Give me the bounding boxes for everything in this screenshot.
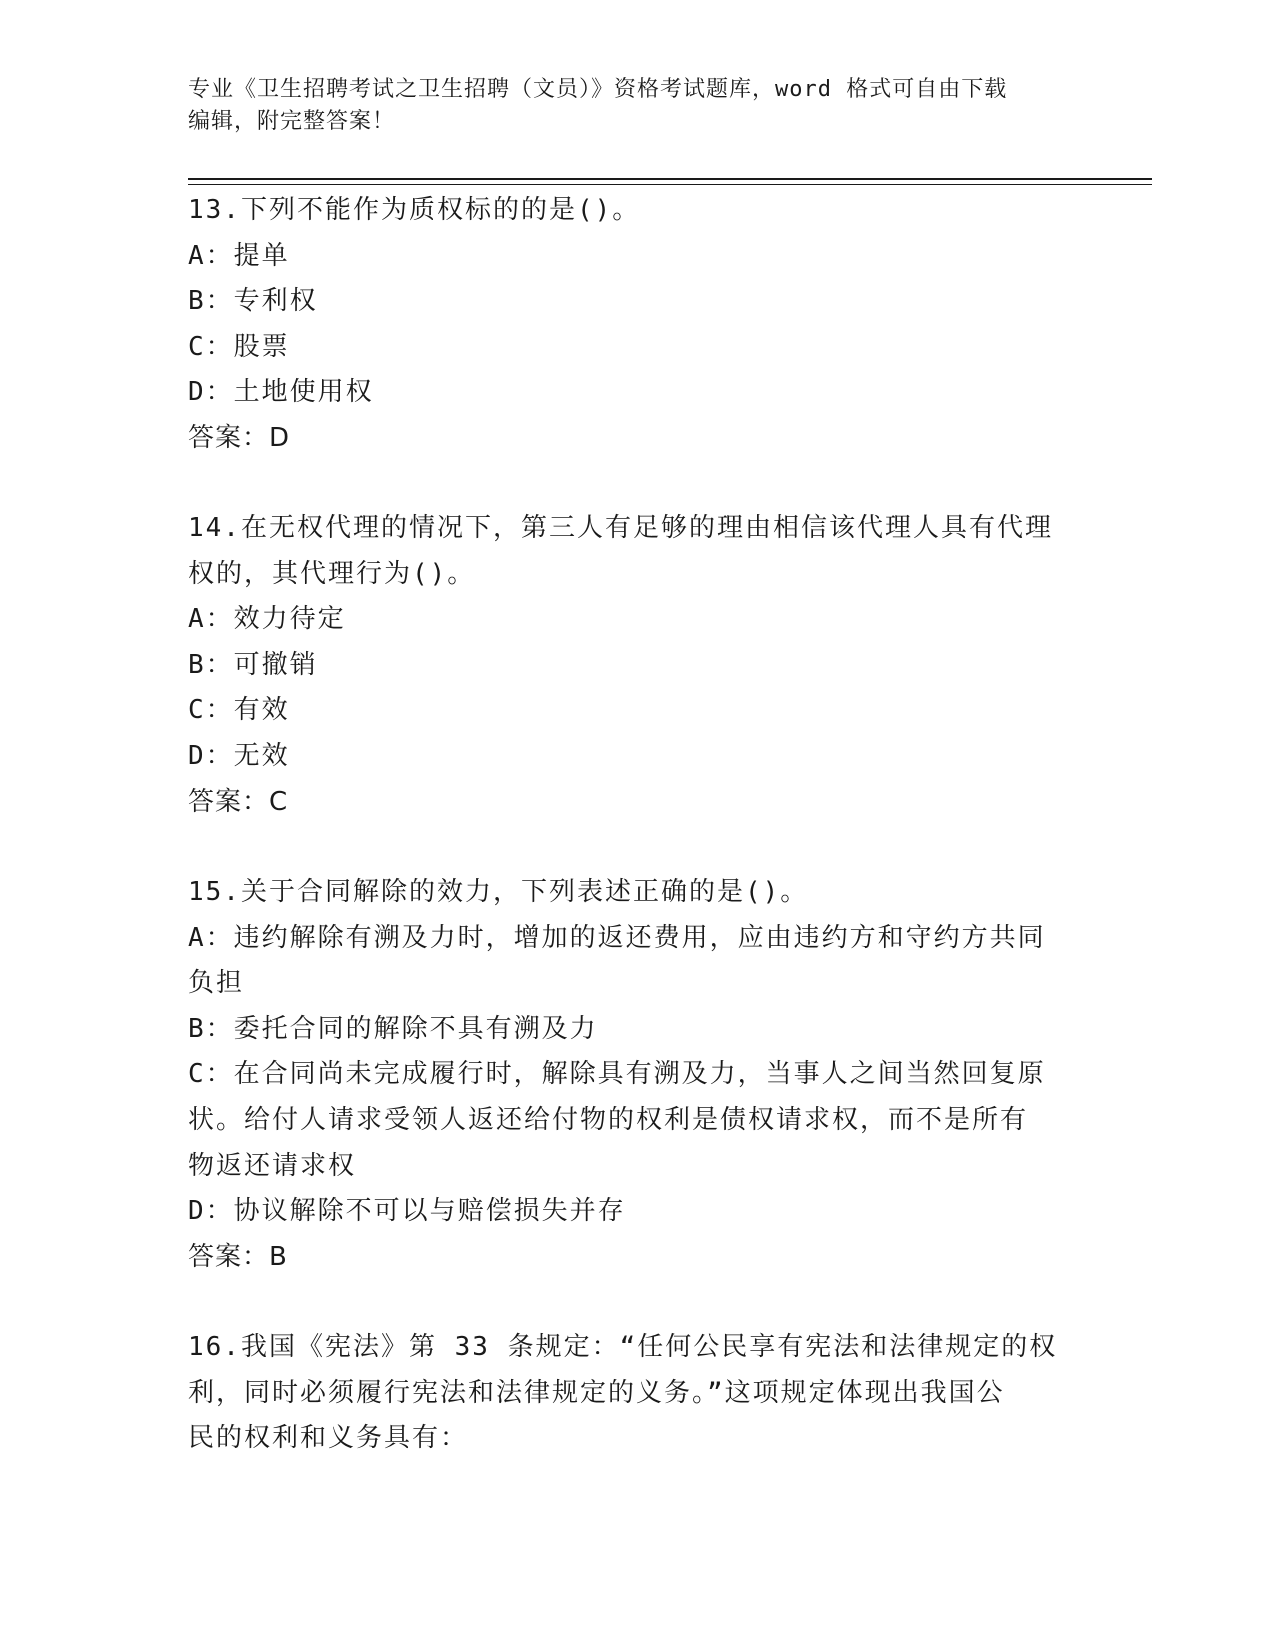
question-stem-continued: 民的权利和义务具有： — [188, 1423, 469, 1454]
option-a: A：提单 — [188, 240, 290, 271]
option-c-continued: 状。给付人请求受领人返还给付物的权利是债权请求权，而不是所有 — [188, 1104, 1029, 1135]
answer: 答案：C — [188, 786, 289, 817]
option-a-continued: 负担 — [188, 968, 245, 999]
question-stem-continued: 利，同时必须履行宪法和法律规定的义务。”这项规定体现出我国公 — [188, 1377, 1005, 1408]
option-d: D：土地使用权 — [188, 377, 374, 408]
option-b: B：专利权 — [188, 286, 318, 317]
option-d: D：协议解除不可以与赔偿损失并存 — [188, 1196, 626, 1227]
header-line-1: 专业《卫生招聘考试之卫生招聘（文员）》资格考试题库，word 格式可自由下载 — [188, 77, 1008, 102]
option-a: A：违约解除有溯及力时，增加的返还费用，应由违约方和守约方共同 — [188, 922, 1046, 953]
question-stem: 14.在无权代理的情况下，第三人有足够的理由相信该代理人具有代理 — [188, 513, 1053, 543]
option-c-continued: 物返还请求权 — [188, 1150, 357, 1181]
question-14 — [188, 506, 1088, 825]
option-a: A：效力待定 — [188, 604, 346, 635]
option-b: B：可撤销 — [188, 649, 318, 680]
question-stem: 16.我国《宪法》第 33 条规定：“任何公民享有宪法和法律规定的权 — [188, 1332, 1058, 1362]
answer: 答案：B — [188, 1241, 288, 1272]
option-c: C：有效 — [188, 695, 290, 726]
document-header — [188, 74, 1068, 138]
option-d: D：无效 — [188, 740, 290, 771]
question-13 — [188, 188, 1088, 462]
header-rule-thick — [188, 178, 1152, 180]
option-c: C：股票 — [188, 331, 290, 362]
answer: 答案：D — [188, 422, 291, 453]
question-15 — [188, 870, 1088, 1280]
option-b: B：委托合同的解除不具有溯及力 — [188, 1013, 598, 1044]
question-stem: 13.下列不能作为质权标的的是()。 — [188, 195, 641, 225]
question-stem: 15.关于合同解除的效力，下列表述正确的是()。 — [188, 877, 809, 907]
option-c: C：在合同尚未完成履行时，解除具有溯及力，当事人之间当然回复原 — [188, 1059, 1046, 1090]
question-stem-continued: 权的，其代理行为()。 — [188, 558, 476, 589]
header-line-2: 编辑，附完整答案！ — [188, 109, 396, 134]
header-rule-thin — [188, 184, 1152, 185]
question-16 — [188, 1325, 1088, 1462]
